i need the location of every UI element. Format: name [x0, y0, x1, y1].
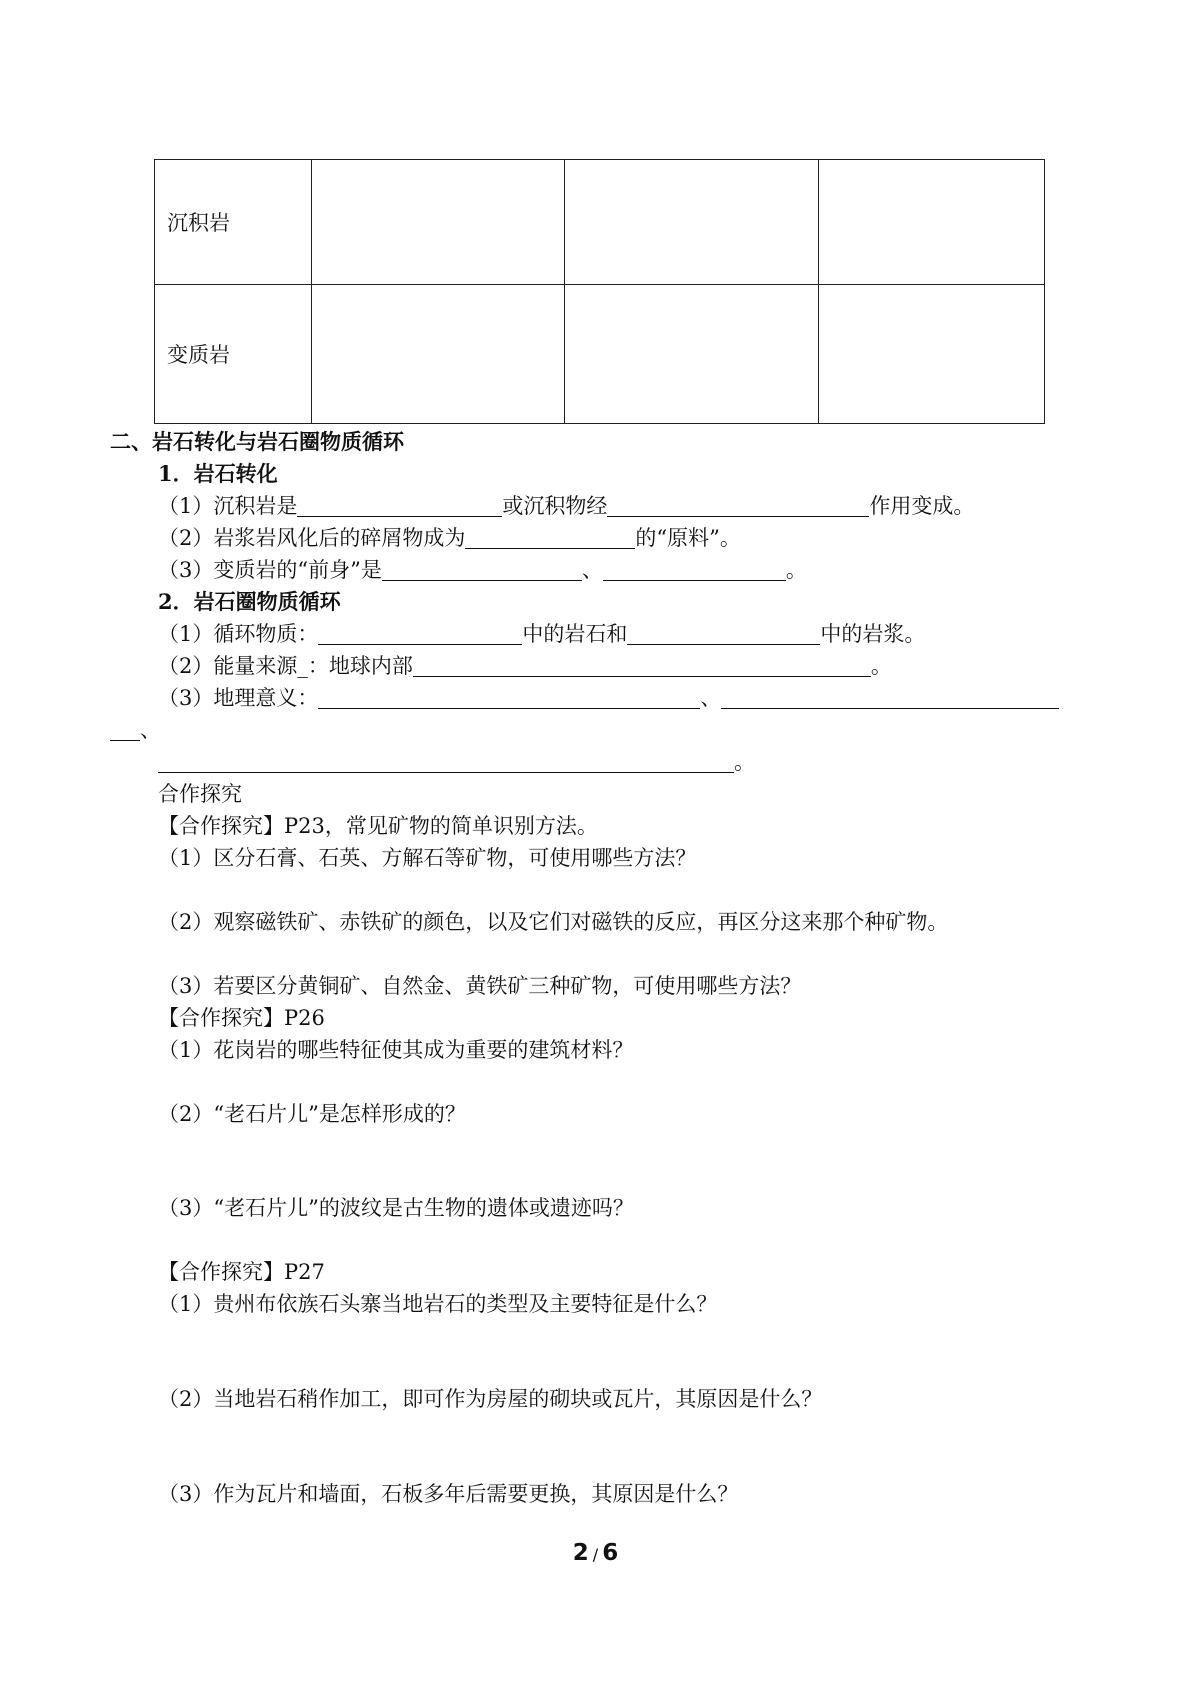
- subsection-title-material-cycle: 2．岩石圈物质循环: [158, 589, 341, 614]
- question-text: （3）变质岩的“前身”是: [158, 558, 382, 582]
- question-line: [158, 524, 741, 552]
- row-label-sedimentary: 沉积岩: [155, 160, 312, 285]
- fill-blank: [607, 494, 869, 517]
- total-pages: 6: [602, 1540, 619, 1566]
- table-cell: [312, 160, 565, 285]
- question-text: 中的岩浆。: [820, 622, 926, 646]
- table-cell: [312, 285, 565, 424]
- question-line: [158, 620, 925, 648]
- question-text: 或沉积物经: [502, 494, 608, 518]
- activity-question: （2）观察磁铁矿、赤铁矿的颜色，以及它们对磁铁的反应，再区分这来那个种矿物。: [158, 910, 949, 934]
- activity-question: （2）“老石片儿”是怎样形成的？: [158, 1102, 466, 1126]
- question-line: [158, 556, 807, 584]
- question-text: 。: [734, 750, 755, 774]
- row-label-metamorphic: 变质岩: [155, 285, 312, 424]
- question-line: [158, 652, 892, 680]
- activity-question: （1）贵州布依族石头寨当地岩石的类型及主要特征是什么？: [158, 1292, 718, 1316]
- table-cell: [819, 285, 1045, 424]
- table-cell: [819, 160, 1045, 285]
- question-text: 。: [785, 558, 807, 582]
- subsection-title-rock-transformation: 1．岩石转化: [158, 461, 278, 486]
- question-text: （2）能量来源_：地球内部: [158, 654, 413, 678]
- activity-question: （1）区分石膏、石英、方解石等矿物，可使用哪些方法？: [158, 846, 697, 870]
- activity-title-p23: 【合作探究】P23，常见矿物的简单识别方法。: [158, 814, 598, 838]
- activity-title-p27: 【合作探究】P27: [158, 1260, 325, 1284]
- question-text: （2）岩浆岩风化后的碎屑物成为: [158, 526, 466, 550]
- question-text: 中的岩石和: [522, 622, 628, 646]
- question-text: 、: [140, 718, 161, 742]
- question-text: （1）沉积岩是: [158, 494, 298, 518]
- question-text: 。: [870, 654, 892, 678]
- page-separator: /: [592, 1545, 599, 1564]
- question-line: [158, 748, 755, 776]
- activity-title-p26: 【合作探究】P26: [158, 1006, 325, 1030]
- fill-blank: [382, 558, 582, 581]
- page-number: [0, 1540, 1191, 1566]
- fill-blank: [297, 494, 502, 517]
- fill-blank: [413, 654, 871, 677]
- current-page: 2: [572, 1540, 589, 1566]
- fill-blank: [110, 718, 140, 741]
- question-text: 作用变成。: [869, 494, 975, 518]
- question-text: （3）地理意义：: [158, 686, 319, 710]
- table-cell: [565, 285, 819, 424]
- question-text: 的“原料”。: [635, 526, 741, 550]
- fill-blank: [318, 686, 700, 709]
- cooperative-heading: 合作探究: [158, 782, 242, 806]
- fill-blank: [158, 750, 734, 773]
- table-row: [155, 285, 1045, 424]
- fill-blank: [465, 526, 635, 549]
- fill-blank: [318, 622, 522, 645]
- question-text: （1）循环物质：: [158, 622, 319, 646]
- section-heading: 二、岩石转化与岩石圈物质循环: [110, 429, 404, 454]
- question-text: 、: [581, 558, 603, 582]
- question-line: [110, 716, 161, 744]
- question-text: 、: [700, 686, 722, 710]
- fill-blank: [603, 558, 786, 581]
- activity-question: （2）当地岩石稍作加工，即可作为房屋的砌块或瓦片，其原因是什么？: [158, 1387, 823, 1411]
- rock-type-table: [154, 159, 1045, 424]
- table-cell: [565, 160, 819, 285]
- fill-blank: [721, 686, 1059, 709]
- question-line: [158, 684, 1059, 712]
- activity-question: （3）“老石片儿”的波纹是古生物的遗体或遗迹吗？: [158, 1196, 634, 1220]
- activity-question: （3）若要区分黄铜矿、自然金、黄铁矿三种矿物，可使用哪些方法？: [158, 974, 802, 998]
- table-row: [155, 160, 1045, 285]
- question-line: [158, 492, 974, 520]
- activity-question: （1）花岗岩的哪些特征使其成为重要的建筑材料？: [158, 1038, 634, 1062]
- activity-question: （3）作为瓦片和墙面，石板多年后需要更换，其原因是什么？: [158, 1482, 739, 1506]
- fill-blank: [627, 622, 820, 645]
